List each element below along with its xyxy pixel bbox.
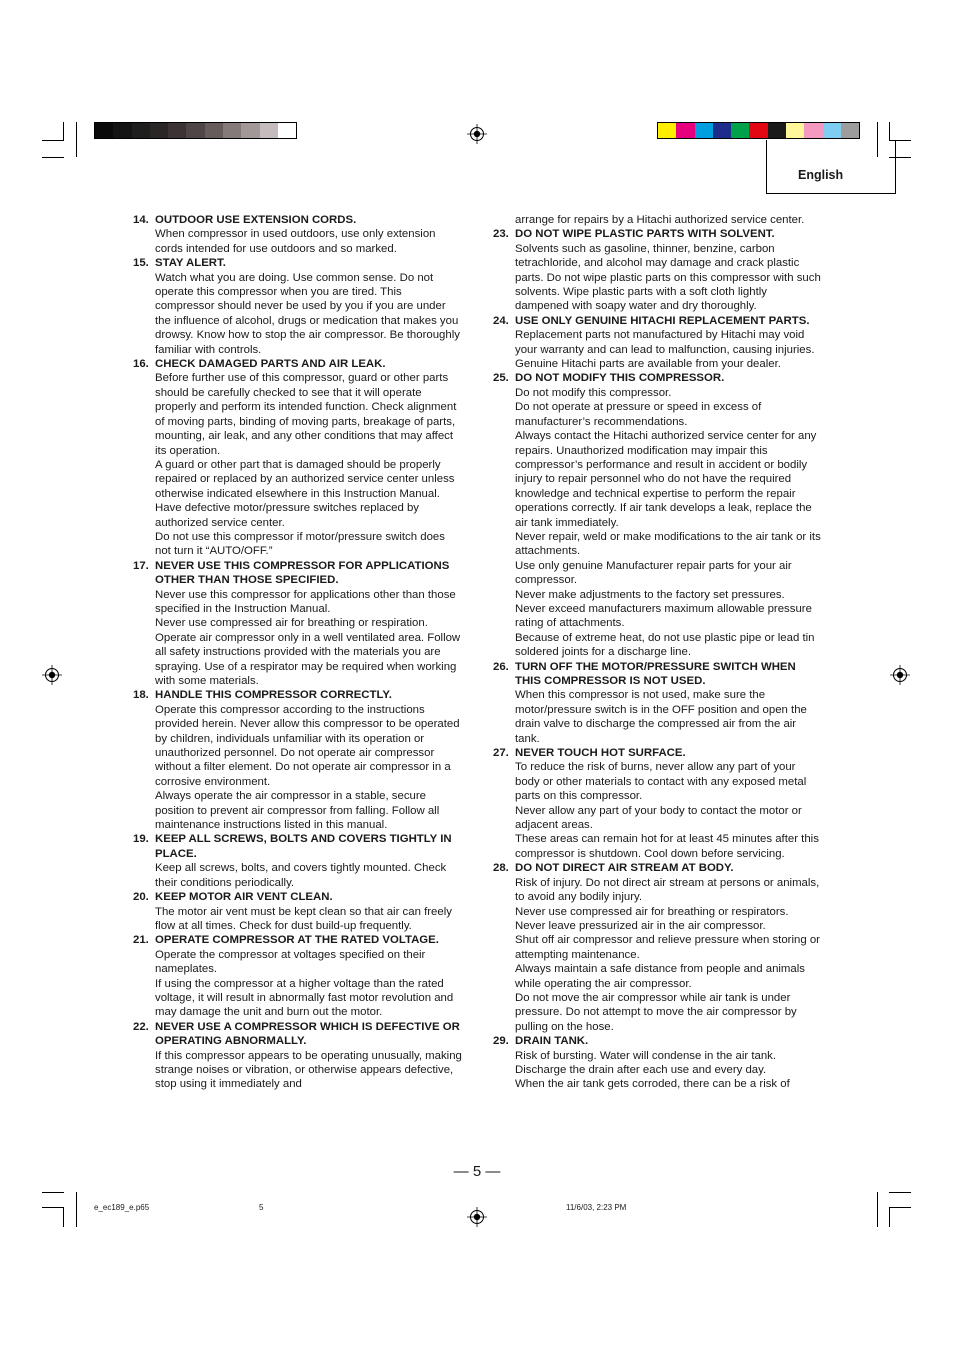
footer-date: 11/6/03, 2:23 PM <box>566 1203 627 1212</box>
color-swatch <box>241 123 259 138</box>
item-paragraph: Never use compressed air for breathing or respirators. <box>515 905 789 918</box>
color-swatch <box>731 123 749 138</box>
safety-item <box>133 890 463 933</box>
item-paragraph: Operate the compressor at voltages specified on their nameplates. <box>155 948 426 976</box>
item-heading: DO NOT WIPE PLASTIC PARTS WITH SOLVENT. <box>515 228 775 241</box>
process-color-bar <box>657 122 860 139</box>
color-swatch <box>150 123 168 138</box>
item-paragraph: Never repair, weld or make modifications to the air tank or its attachments. <box>515 530 821 558</box>
item-paragraph: Never make adjustments to the factory set pressures. <box>515 588 785 601</box>
item-number: 17. <box>133 559 149 572</box>
color-swatch <box>768 123 786 138</box>
safety-item <box>493 371 823 659</box>
color-swatch <box>823 123 841 138</box>
item-heading: OUTDOOR USE EXTENSION CORDS. <box>155 214 357 226</box>
item-paragraph: Watch what you are doing. Use common sense. Do not operate this compressor when you are tired. This compressor should never be used by you if you are under the influence of alcohol, drugs or medication that makes you drowsy. Know how to stop the air compressor. Be thoroughly familiar with controls. <box>155 271 460 356</box>
color-swatch <box>786 123 804 138</box>
safety-item <box>133 933 463 1019</box>
crop-mark <box>889 1207 911 1208</box>
color-swatch <box>223 123 241 138</box>
item-paragraph: Because of extreme heat, do not use plastic pipe or lead tin soldered joints for a discharge line. <box>515 631 815 659</box>
color-swatch <box>841 123 859 138</box>
item-number: 14. <box>133 214 149 226</box>
grayscale-color-bar <box>94 122 297 139</box>
language-label: English <box>798 168 844 182</box>
crop-mark <box>42 1192 64 1193</box>
item-number: 16. <box>133 358 149 371</box>
safety-item <box>493 314 823 372</box>
item-paragraph: Risk of injury. Do not direct air stream at persons or animals, to avoid any bodily injury. <box>515 876 820 904</box>
item-number: 20. <box>133 891 149 904</box>
item-paragraph: A guard or other part that is damaged should be properly repaired or replaced by an authorized service center unless otherwise indicated elsewhere in this Instruction Manual. <box>155 458 455 500</box>
item-paragraph: If using the compressor at a higher voltage than the rated voltage, it will result in abnormally fast motor revolution and may damage the unit and burn out the motor. <box>155 977 454 1019</box>
item-paragraph: When this compressor is not used, make sure the motor/pressure switch is in the OFF position and open the drain valve to discharge the compressed air from the air tank. <box>515 689 807 745</box>
item-heading: TURN OFF THE MOTOR/PRESSURE SWITCH WHEN THIS COMPRESSOR IS NOT USED. <box>515 660 796 687</box>
item-number: 19. <box>133 833 149 846</box>
safety-item <box>493 660 823 746</box>
color-swatch <box>205 123 223 138</box>
item-number: 29. <box>493 1035 509 1048</box>
color-swatch <box>749 123 767 138</box>
item-paragraph: These areas can remain hot for at least 45 minutes after this compressor is shutdown. Cool down before servicing. <box>515 833 819 860</box>
color-swatch <box>95 123 113 138</box>
crop-mark <box>42 1207 64 1208</box>
crop-mark <box>63 1207 64 1227</box>
left-column <box>133 213 463 1092</box>
registration-mark-icon <box>467 1207 487 1227</box>
item-number: 27. <box>493 747 509 760</box>
item-number: 28. <box>493 862 509 875</box>
language-tab <box>766 140 896 194</box>
crop-mark <box>889 1192 911 1193</box>
item-paragraph: The motor air vent must be kept clean so that air can freely flow at all times. Check for dust build-up frequently. <box>155 905 452 932</box>
item-paragraph: Solvents such as gasoline, thinner, benzine, carbon tetrachloride, and alcohol may damage and crack plastic parts. Do not wipe plastic parts on this compressor with such solvents. Wipe plastic parts with a soft cloth lightly dampened with soapy water and dry thoroughly. <box>515 242 821 313</box>
crop-mark <box>76 1192 77 1227</box>
registration-mark-icon <box>890 665 910 685</box>
footer-filename: e_ec189_e.p65 <box>94 1203 150 1212</box>
crop-mark <box>63 122 64 140</box>
safety-item <box>493 227 823 313</box>
color-swatch <box>804 123 822 138</box>
item-paragraph: Operate this compressor according to the instructions provided herein. Never allow this compressor to be operated by children, individuals unfamiliar with its operation or unauthorized personnel. Do not operate air compressor without a filter element. Do not operate air compressor in a corrosive environment. <box>155 703 460 788</box>
item-paragraph: Always operate the air compressor in a stable, secure position to prevent air compressor from falling. Follow all maintenance instructions listed in this manual. <box>155 790 440 832</box>
crop-mark <box>877 1192 878 1227</box>
item-paragraph: Never use compressed air for breathing or respiration. <box>155 617 428 630</box>
safety-item <box>493 1034 823 1092</box>
item-paragraph: Never leave pressurized air in the air compressor. <box>515 919 766 932</box>
item-paragraph: Never allow any part of your body to contact the motor or adjacent areas. <box>515 804 802 832</box>
item-heading: NEVER TOUCH HOT SURFACE. <box>515 747 686 760</box>
item-paragraph: Never use this compressor for applications other than those specified in the Instruction Manual. <box>155 588 456 615</box>
safety-item <box>133 213 463 256</box>
continued-text: arrange for repairs by a Hitachi authorized service center. <box>515 214 805 226</box>
item-number: 25. <box>493 372 509 385</box>
safety-item <box>133 559 463 689</box>
item-paragraph: Shut off air compressor and relieve pressure when storing or attempting maintenance. <box>515 934 820 961</box>
item-heading: KEEP ALL SCREWS, BOLTS AND COVERS TIGHTLY IN PLACE. <box>155 833 452 860</box>
item-heading: STAY ALERT. <box>155 257 226 270</box>
crop-mark <box>889 1207 890 1227</box>
item-paragraph: Operate air compressor only in a well ventilated area. Follow all safety instructions provided with the materials you are spraying. Use of a respirator may be required when working with some materials. <box>155 631 461 687</box>
item-number: 22. <box>133 1020 149 1033</box>
item-paragraph: If this compressor appears to be operating unusually, making strange noises or vibration, or otherwise appears defective, stop using it immediately and <box>155 1049 462 1091</box>
item-heading: DO NOT DIRECT AIR STREAM AT BODY. <box>515 862 734 875</box>
item-number: 24. <box>493 314 509 327</box>
item-number: 21. <box>133 934 149 947</box>
safety-item <box>133 1020 463 1092</box>
color-swatch <box>132 123 150 138</box>
page-number: — 5 — <box>453 1163 501 1180</box>
color-swatch <box>168 123 186 138</box>
registration-mark-icon <box>42 665 62 685</box>
color-swatch <box>713 123 731 138</box>
item-paragraph: Replacement parts not manufactured by Hitachi may void your warranty and can lead to malfunction, causing injuries. Genuine Hitachi parts are available from your dealer. <box>515 329 815 371</box>
item-heading: CHECK DAMAGED PARTS AND AIR LEAK. <box>155 358 386 371</box>
item-paragraph: When compressor in used outdoors, use only extension cords intended for use outdoors and so marked. <box>155 228 436 255</box>
item-heading: KEEP MOTOR AIR VENT CLEAN. <box>155 891 333 904</box>
item-paragraph: When the air tank gets corroded, there can be a risk of <box>515 1078 790 1091</box>
safety-item <box>133 688 463 832</box>
item-paragraph: Before further use of this compressor, guard or other parts should be carefully checked to see that it will operate properly and perform its intended function. Check alignment of moving parts, binding of moving parts, breakage of parts, mounting, air leak, and any other conditions that may affect its operation. <box>155 372 457 457</box>
footer-page: 5 <box>259 1203 264 1212</box>
safety-item <box>493 746 823 861</box>
crop-mark <box>42 140 64 141</box>
color-swatch <box>260 123 278 138</box>
item-heading: HANDLE THIS COMPRESSOR CORRECTLY. <box>155 689 392 702</box>
item-number: 26. <box>493 660 509 673</box>
color-swatch <box>186 123 204 138</box>
color-swatch <box>695 123 713 138</box>
item-heading: OPERATE COMPRESSOR AT THE RATED VOLTAGE. <box>155 934 439 947</box>
right-column <box>493 213 823 1092</box>
color-swatch <box>658 123 676 138</box>
item-paragraph: Risk of bursting. Water will condense in the air tank. Discharge the drain after each use and every day. <box>515 1049 777 1076</box>
crop-mark <box>42 157 64 158</box>
item-heading: DRAIN TANK. <box>515 1035 589 1048</box>
item-number: 18. <box>133 689 149 702</box>
item-heading: NEVER USE THIS COMPRESSOR FOR APPLICATIONS OTHER THAN THOSE SPECIFIED. <box>155 559 450 587</box>
item-number: 23. <box>493 228 509 241</box>
color-swatch <box>113 123 131 138</box>
item-number: 15. <box>133 257 149 270</box>
item-paragraph: Never exceed manufacturers maximum allowable pressure rating of attachments. <box>515 602 812 630</box>
safety-item <box>133 357 463 559</box>
color-swatch <box>676 123 694 138</box>
item-heading: USE ONLY GENUINE HITACHI REPLACEMENT PARTS. <box>515 314 810 327</box>
safety-item <box>133 256 463 357</box>
safety-item <box>133 832 463 890</box>
item-paragraph: Keep all screws, bolts, and covers tightly mounted. Check their conditions periodically. <box>155 862 447 889</box>
item-paragraph: Always maintain a safe distance from people and animals while operating the air compressor. <box>515 963 805 990</box>
item-heading: DO NOT MODIFY THIS COMPRESSOR. <box>515 372 725 385</box>
item-paragraph: Do not modify this compressor. <box>515 386 672 399</box>
item-paragraph: Do not use this compressor if motor/pressure switch does not turn it “AUTO/OFF.” <box>155 530 445 558</box>
crop-mark <box>76 122 77 157</box>
registration-mark-icon <box>467 124 487 144</box>
item-paragraph: Use only genuine Manufacturer repair parts for your air compressor. <box>515 559 792 587</box>
item-paragraph: Do not move the air compressor while air tank is under pressure. Do not attempt to move the air compressor by pulling on the hose. <box>515 991 797 1033</box>
item-heading: NEVER USE A COMPRESSOR WHICH IS DEFECTIVE OR OPERATING ABNORMALLY. <box>155 1020 460 1048</box>
safety-item <box>493 861 823 1034</box>
item-paragraph: Do not operate at pressure or speed in excess of manufacturer’s recommendations. <box>515 401 762 428</box>
item-paragraph: Have defective motor/pressure switches replaced by authorized service center. <box>155 502 420 529</box>
item-paragraph: To reduce the risk of burns, never allow any part of your body or other materials to contact with any exposed metal parts on this compressor. <box>515 761 807 803</box>
color-swatch <box>278 123 296 138</box>
crop-mark <box>889 122 890 140</box>
item-paragraph: Always contact the Hitachi authorized service center for any repairs. Unauthorized modification may impair this compressor’s performance and result in accident or bodily injury to repair personnel who do not have the required knowledge and technical expertise to perform the repair operations correctly. If air tank develops a leak, replace the air tank immediately. <box>515 430 817 529</box>
